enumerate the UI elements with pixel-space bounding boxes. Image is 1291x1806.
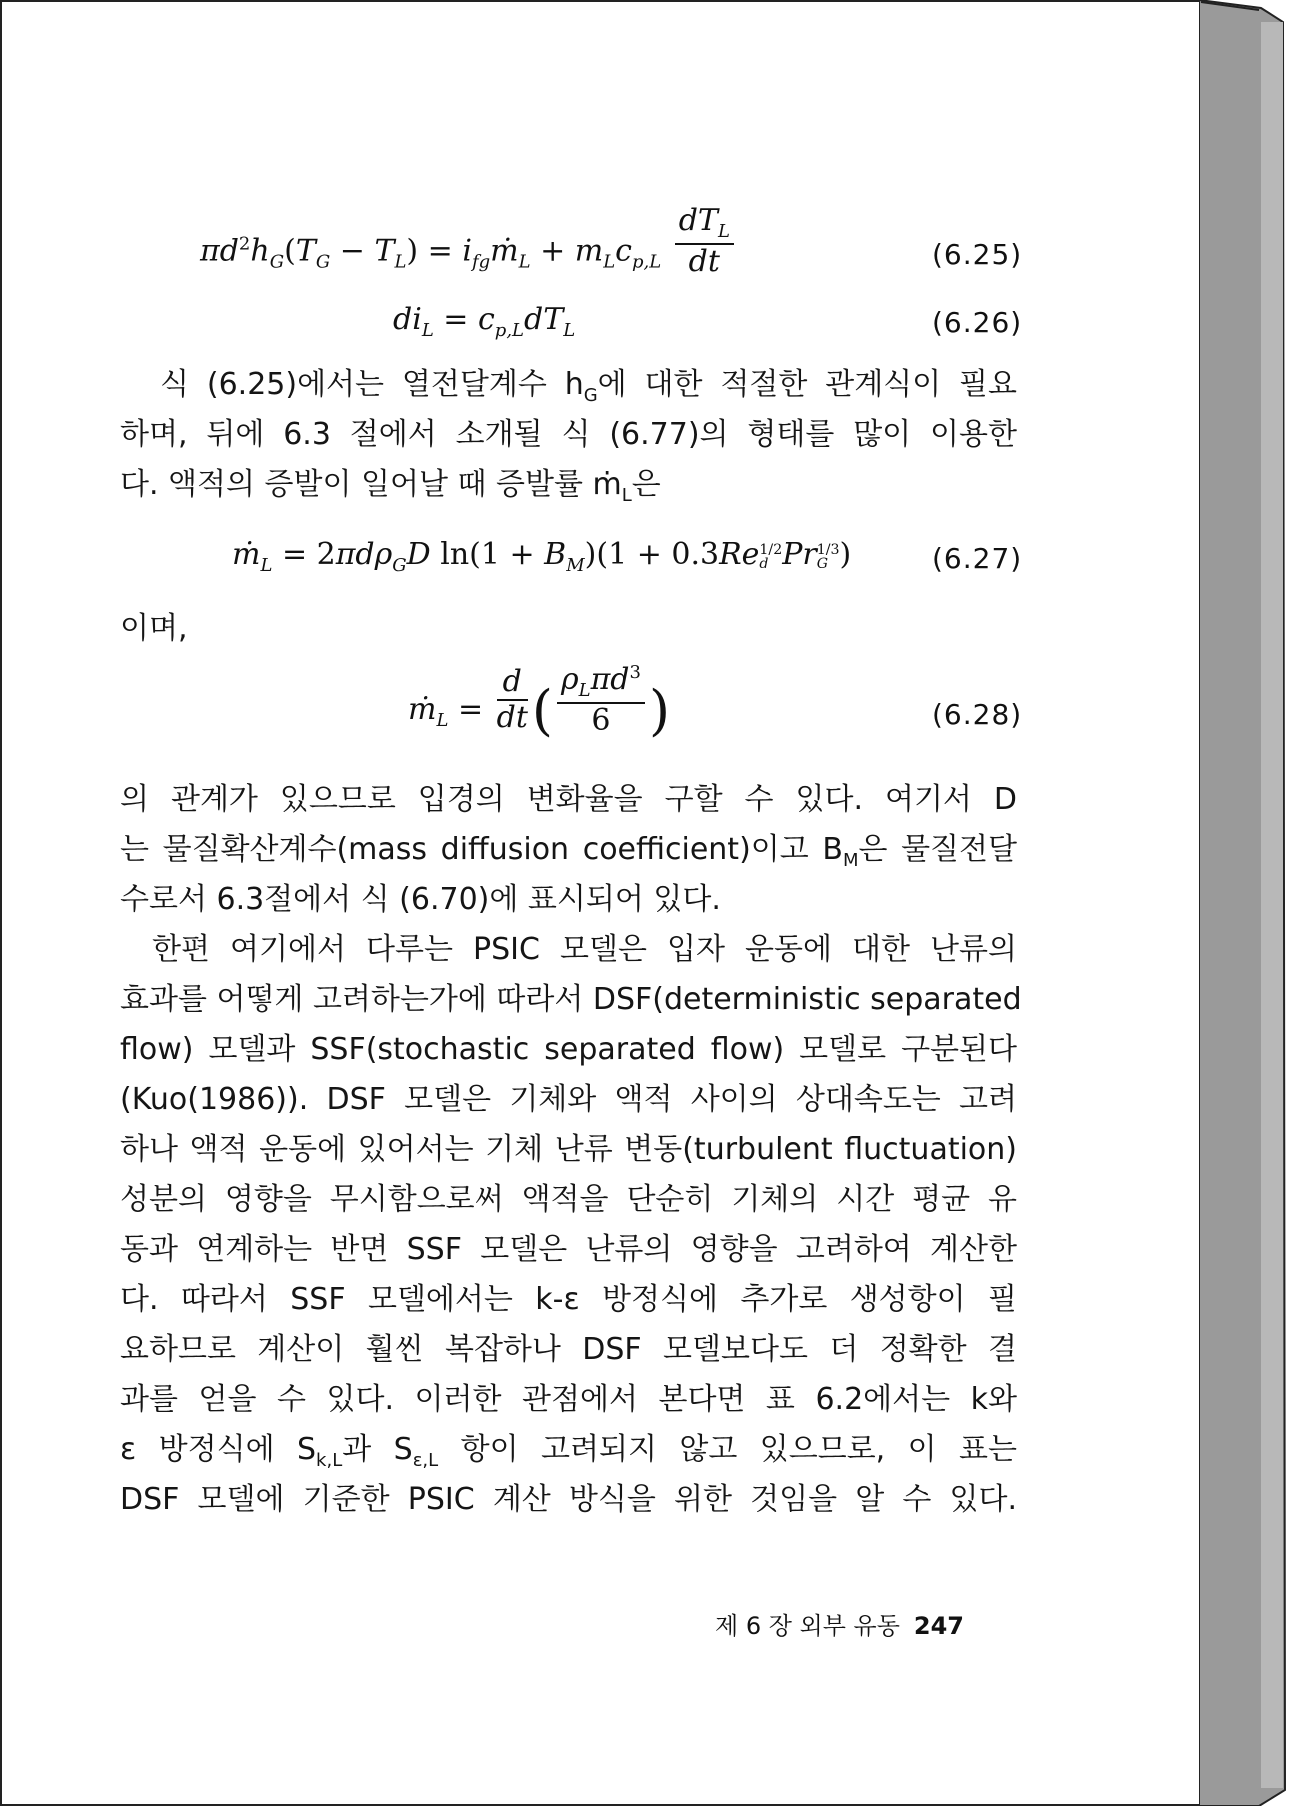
paragraph-4-line-5: 하나 액적 운동에 있어서는 기체 난류 변동(turbulent fluctuation) bbox=[120, 1132, 1017, 1167]
paragraph-4-line-12: DSF 모델에 기준한 PSIC 계산 방식을 위한 것임을 알 수 있다. bbox=[120, 1482, 1017, 1517]
paragraph-4-line-2: 효과를 어떻게 고려하는가에 따라서 DSF(deterministic separated bbox=[120, 982, 1022, 1017]
paragraph-4-line-4: (Kuo(1986)). DSF 모델은 기체와 액적 사이의 상대속도는 고려 bbox=[120, 1082, 1017, 1117]
page-number: 247 bbox=[913, 1612, 964, 1640]
chapter-label: 제 6 장 외부 유동 bbox=[715, 1612, 900, 1640]
paragraph-2-line-1: 이며, bbox=[120, 611, 188, 646]
paragraph-3-line-3: 수로서 6.3절에서 식 (6.70)에 표시되어 있다. bbox=[120, 882, 721, 917]
paragraph-1-line-1: 식 (6.25)에서는 열전달계수 $h_G$에 대한 적절한 관계식이 필요 bbox=[160, 367, 1017, 406]
page-footer bbox=[715, 1606, 964, 1641]
equation-6-26: $di_L = c_{p,L}dT_L$ bbox=[393, 302, 576, 341]
paragraph-4-line-8: 다. 따라서 SSF 모델에서는 k-ε 방정식에 추가로 생성항이 필 bbox=[120, 1282, 1017, 1317]
paragraph-1-line-3: 다. 액적의 증발이 일어날 때 증발률 ṁ$_L$은 bbox=[120, 467, 661, 506]
paragraph-4-line-1: 한편 여기에서 다루는 PSIC 모델은 입자 운동에 대한 난류의 bbox=[152, 932, 1017, 967]
equation-number-6-26: (6.26) bbox=[932, 306, 1023, 339]
paragraph-1-line-2: 하며, 뒤에 6.3 절에서 소개될 식 (6.77)의 형태를 많이 이용한 bbox=[120, 417, 1017, 452]
paragraph-4-line-10: 과를 얻을 수 있다. 이러한 관점에서 본다면 표 6.2에서는 k와 bbox=[120, 1382, 1017, 1417]
paragraph-4-line-9: 요하므로 계산이 훨씬 복잡하나 DSF 모델보다도 더 정확한 결 bbox=[120, 1332, 1017, 1367]
paragraph-1 bbox=[120, 360, 1017, 510]
equation-6-27: ṁ$_L$ = 2πdρ$_G$D $\ln(1 + B_M)(1 + 0.3Re$ 1/2 d Pr 1/3 G ) bbox=[232, 537, 852, 576]
paragraph-4-line-11: ε 방정식에 $S_{k,L}$과 $S_{\varepsilon,L}$ 항이 고려되지 않고 있으므로, 이 표는 bbox=[120, 1432, 1018, 1471]
equation-number-6-28: (6.28) bbox=[932, 698, 1023, 731]
equation-number-6-27: (6.27) bbox=[932, 542, 1023, 575]
paragraph-2 bbox=[120, 604, 1017, 654]
equation-6-28: ṁ$_L$ = $\frac{d}{dt}$ ( $\frac{\rho_L\pi d^3}{6}$ ) bbox=[408, 662, 671, 742]
paragraph-3-line-1: 의 관계가 있으므로 입경의 변화율을 구할 수 있다. 여기서 D bbox=[120, 782, 1017, 817]
equation-6-25: $\pi d^2h_G(T_G - T_L)$ = $i_{fg}ṁ_L + m_Lc_{p,L}$ $\frac{dT_L}{dt}$ bbox=[200, 228, 738, 277]
paragraph-4 bbox=[120, 925, 1022, 1525]
paragraph-4-line-7: 동과 연계하는 반면 SSF 모델은 난류의 영향을 고려하여 계산한 bbox=[120, 1232, 1017, 1267]
paragraph-4-line-6: 성분의 영향을 무시함으로써 액적을 단순히 기체의 시간 평균 유 bbox=[120, 1182, 1017, 1217]
page-edge-shadow bbox=[1199, 0, 1291, 1806]
equation-number-6-25: (6.25) bbox=[932, 238, 1023, 271]
paragraph-3 bbox=[120, 775, 1017, 925]
paragraph-4-line-3: flow) 모델과 SSF(stochastic separated flow) 모델로 구분된다 bbox=[120, 1032, 1017, 1067]
paragraph-3-line-2: 는 물질확산계수(mass diffusion coefficient)이고 $B_M$은 물질전달 bbox=[120, 832, 1017, 871]
